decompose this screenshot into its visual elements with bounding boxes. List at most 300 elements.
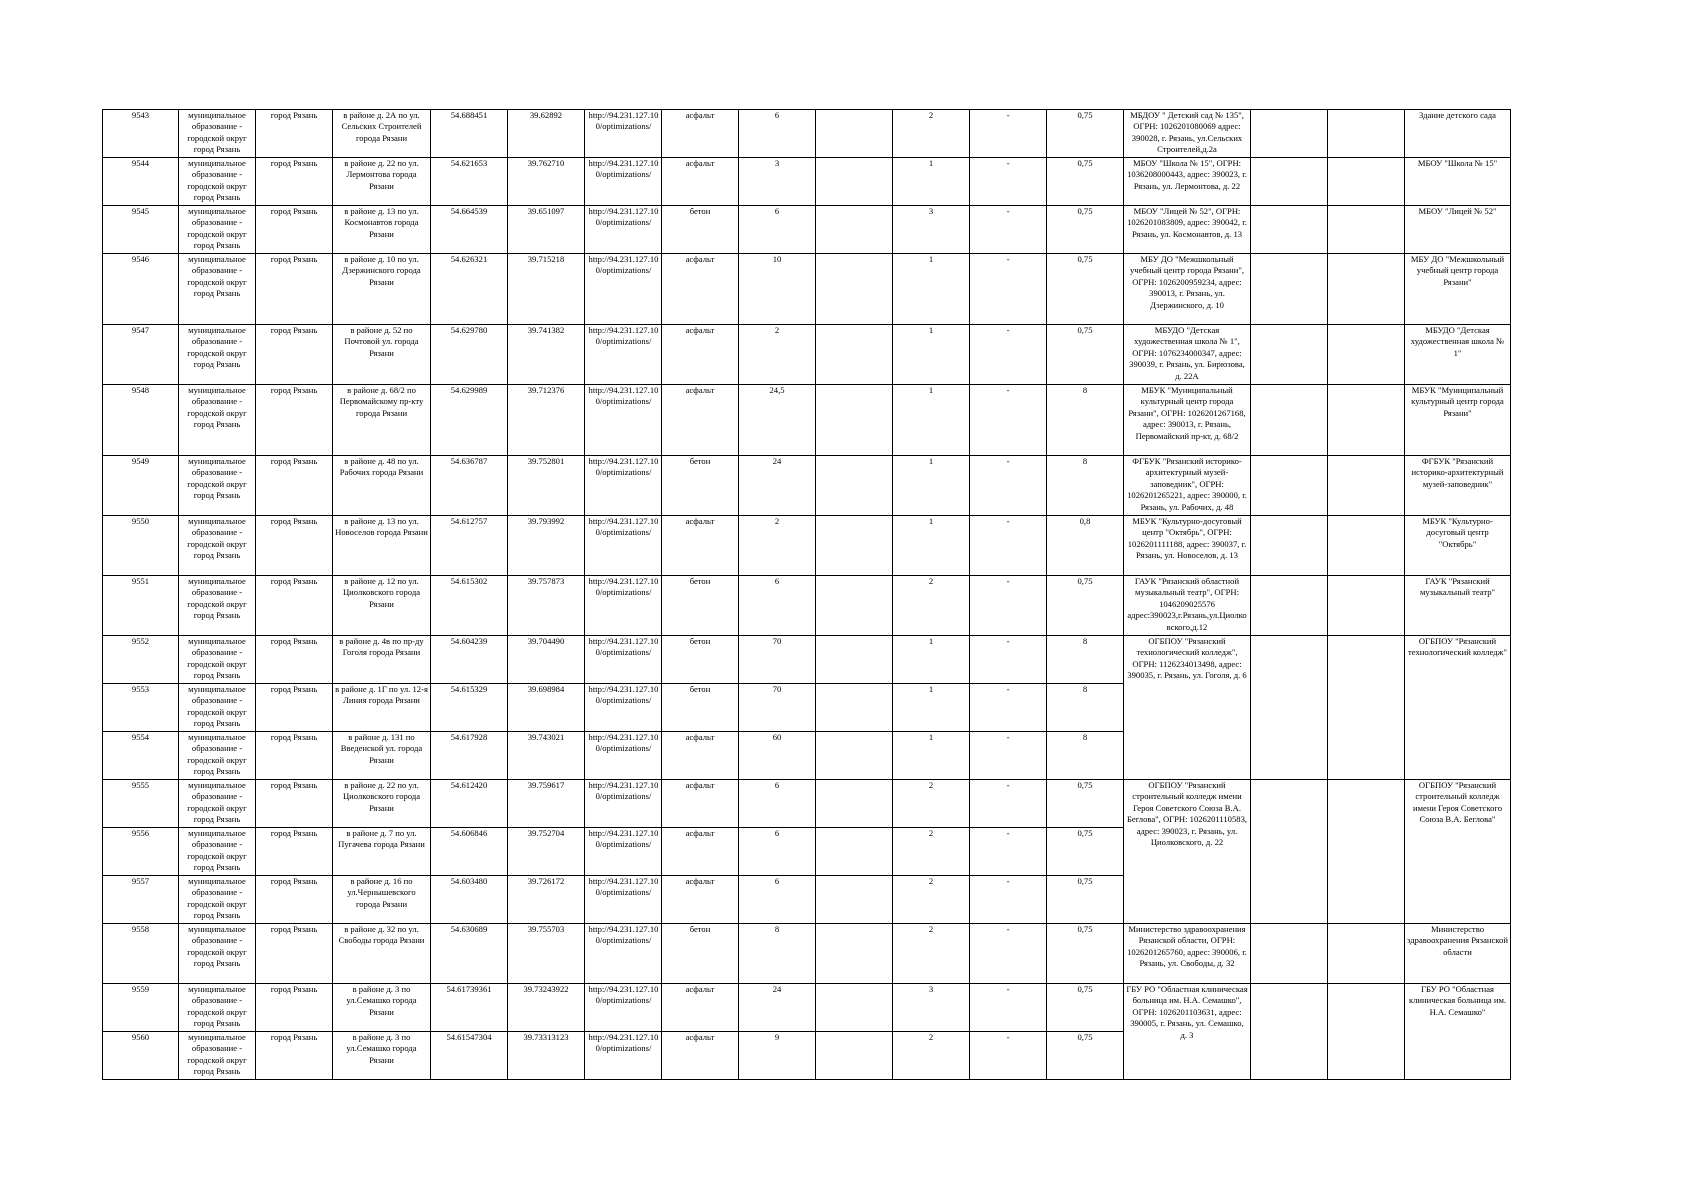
- cell-location: в районе д. 1Г по ул. 12-я Линия города Рязани: [333, 684, 431, 732]
- cell-owner: МБОУ "Школа № 15", ОГРН: 1036208000443, адрес: 390023, г. Рязань, ул. Лермонтова, д. 22: [1124, 158, 1251, 206]
- cell-id: 9555: [103, 780, 179, 828]
- cell-volume: 0,75: [1047, 576, 1124, 636]
- cell-municipality: муниципальное образование - городской округ город Рязань: [179, 780, 256, 828]
- cell-id: 9545: [103, 206, 179, 254]
- cell-owner: Министерство здравоохранения Рязанской области, ОГРН: 1026201265760, адрес: 390006, г. Рязань, ул. Свободы, д. 32: [1124, 924, 1251, 984]
- cell-municipality: муниципальное образование - городской округ город Рязань: [179, 984, 256, 1032]
- table-row: [103, 206, 1511, 254]
- cell-latitude: 54.604239: [431, 636, 508, 684]
- cell-dash: -: [970, 110, 1047, 158]
- cell-dash: -: [970, 516, 1047, 576]
- cell-surface: асфальт: [662, 984, 739, 1032]
- cell-id: 9548: [103, 385, 179, 456]
- cell-area: 60: [739, 732, 816, 780]
- cell-empty: [1328, 325, 1405, 385]
- cell-url: http://94.231.127.10 0/optimizations/: [585, 984, 662, 1032]
- cell-id: 9557: [103, 876, 179, 924]
- cell-empty: [816, 780, 893, 828]
- cell-containers: 3: [893, 206, 970, 254]
- cell-url: http://94.231.127.10 0/optimizations/: [585, 636, 662, 684]
- table-row: [103, 385, 1511, 456]
- cell-empty: [1328, 516, 1405, 576]
- cell-empty: [1251, 110, 1328, 158]
- cell-longitude: 39.62892: [508, 110, 585, 158]
- cell-area: 70: [739, 684, 816, 732]
- cell-containers: 2: [893, 576, 970, 636]
- cell-id: 9554: [103, 732, 179, 780]
- cell-source: МБУДО "Детская художественная школа № 1": [1405, 325, 1511, 385]
- cell-source: Здание детского сада: [1405, 110, 1511, 158]
- cell-url: http://94.231.127.10 0/optimizations/: [585, 110, 662, 158]
- cell-empty: [816, 732, 893, 780]
- cell-city: город Рязань: [256, 1032, 333, 1080]
- cell-location: в районе д. 16 по ул.Чернышевского города Рязани: [333, 876, 431, 924]
- cell-empty: [816, 110, 893, 158]
- cell-containers: 2: [893, 1032, 970, 1080]
- cell-empty: [816, 1032, 893, 1080]
- cell-latitude: 54.612420: [431, 780, 508, 828]
- cell-municipality: муниципальное образование - городской округ город Рязань: [179, 158, 256, 206]
- cell-municipality: муниципальное образование - городской округ город Рязань: [179, 576, 256, 636]
- table-row: [103, 158, 1511, 206]
- cell-municipality: муниципальное образование - городской округ город Рязань: [179, 516, 256, 576]
- cell-longitude: 39.726172: [508, 876, 585, 924]
- cell-containers: 1: [893, 684, 970, 732]
- cell-latitude: 54.621653: [431, 158, 508, 206]
- cell-empty: [1328, 206, 1405, 254]
- cell-latitude: 54.612757: [431, 516, 508, 576]
- cell-longitude: 39.741382: [508, 325, 585, 385]
- cell-location: в районе д. 10 по ул. Дзержинского города Рязани: [333, 254, 431, 325]
- cell-source: ГАУК "Рязанский музыкальный театр": [1405, 576, 1511, 636]
- cell-longitude: 39.759617: [508, 780, 585, 828]
- cell-empty: [816, 828, 893, 876]
- cell-longitude: 39.743021: [508, 732, 585, 780]
- cell-latitude: 54.688451: [431, 110, 508, 158]
- cell-location: в районе д. 7 по ул. Пугачева города Рязани: [333, 828, 431, 876]
- cell-location: в районе д. 3 по ул.Семашко города Рязани: [333, 984, 431, 1032]
- cell-longitude: 39.73243922: [508, 984, 585, 1032]
- cell-id: 9544: [103, 158, 179, 206]
- cell-owner: МБУК "Культурно-досуговый центр "Октябрь", ОГРН: 1026201111188, адрес: 390037, г. Рязань, ул. Новоселов, д. 13: [1124, 516, 1251, 576]
- cell-volume: 0,75: [1047, 984, 1124, 1032]
- cell-dash: -: [970, 684, 1047, 732]
- cell-surface: асфальт: [662, 780, 739, 828]
- cell-url: http://94.231.127.10 0/optimizations/: [585, 325, 662, 385]
- cell-owner: МБДОУ " Детский сад № 135", ОГРН: 1026201080069 адрес: 390028, г. Рязань, ул.Сельских Строителей,д.2а: [1124, 110, 1251, 158]
- cell-municipality: муниципальное образование - городской округ город Рязань: [179, 732, 256, 780]
- table-row: [103, 254, 1511, 325]
- cell-surface: асфальт: [662, 254, 739, 325]
- cell-location: в районе д. 131 по Введенской ул. города Рязани: [333, 732, 431, 780]
- cell-empty: [816, 456, 893, 516]
- cell-url: http://94.231.127.10 0/optimizations/: [585, 732, 662, 780]
- cell-id: 9558: [103, 924, 179, 984]
- cell-location: в районе д. 12 по ул. Циолковского города Рязани: [333, 576, 431, 636]
- cell-url: http://94.231.127.10 0/optimizations/: [585, 1032, 662, 1080]
- cell-dash: -: [970, 456, 1047, 516]
- cell-longitude: 39.755703: [508, 924, 585, 984]
- cell-area: 2: [739, 325, 816, 385]
- cell-city: город Рязань: [256, 325, 333, 385]
- cell-empty: [1328, 780, 1405, 924]
- cell-empty: [1328, 576, 1405, 636]
- cell-url: http://94.231.127.10 0/optimizations/: [585, 516, 662, 576]
- cell-empty: [1328, 924, 1405, 984]
- cell-location: в районе д. 13 по ул. Новоселов города Рязани: [333, 516, 431, 576]
- cell-area: 6: [739, 576, 816, 636]
- cell-latitude: 54.61547304: [431, 1032, 508, 1080]
- cell-source: МБУК "Муниципальный культурный центр города Рязани": [1405, 385, 1511, 456]
- cell-area: 6: [739, 206, 816, 254]
- cell-empty: [816, 984, 893, 1032]
- cell-volume: 0,75: [1047, 206, 1124, 254]
- cell-latitude: 54.617928: [431, 732, 508, 780]
- cell-longitude: 39.704490: [508, 636, 585, 684]
- cell-latitude: 54.630689: [431, 924, 508, 984]
- cell-city: город Рязань: [256, 984, 333, 1032]
- cell-area: 6: [739, 110, 816, 158]
- cell-city: город Рязань: [256, 924, 333, 984]
- cell-area: 24,5: [739, 385, 816, 456]
- cell-containers: 1: [893, 456, 970, 516]
- table-row: [103, 456, 1511, 516]
- cell-dash: -: [970, 1032, 1047, 1080]
- cell-empty: [816, 636, 893, 684]
- cell-source: ФГБУК "Рязанский историко-архитектурный музей-заповедник": [1405, 456, 1511, 516]
- cell-longitude: 39.762710: [508, 158, 585, 206]
- cell-longitude: 39.73313123: [508, 1032, 585, 1080]
- cell-location: в районе д. 52 по Почтовой ул. города Рязани: [333, 325, 431, 385]
- cell-surface: асфальт: [662, 732, 739, 780]
- cell-url: http://94.231.127.10 0/optimizations/: [585, 576, 662, 636]
- cell-surface: бетон: [662, 684, 739, 732]
- cell-municipality: муниципальное образование - городской округ город Рязань: [179, 876, 256, 924]
- cell-area: 6: [739, 876, 816, 924]
- cell-municipality: муниципальное образование - городской округ город Рязань: [179, 456, 256, 516]
- cell-empty: [816, 158, 893, 206]
- cell-volume: 8: [1047, 456, 1124, 516]
- cell-surface: бетон: [662, 924, 739, 984]
- cell-area: 70: [739, 636, 816, 684]
- cell-volume: 8: [1047, 385, 1124, 456]
- cell-surface: бетон: [662, 456, 739, 516]
- cell-dash: -: [970, 385, 1047, 456]
- cell-latitude: 54.606846: [431, 828, 508, 876]
- cell-empty: [1251, 576, 1328, 636]
- cell-empty: [1251, 984, 1328, 1080]
- cell-location: в районе д. 2А по ул. Сельских Строителей города Рязани: [333, 110, 431, 158]
- cell-url: http://94.231.127.10 0/optimizations/: [585, 385, 662, 456]
- cell-source: ОГБПОУ "Рязанский технологический колледж": [1405, 636, 1511, 780]
- table-row: [103, 576, 1511, 636]
- cell-city: город Рязань: [256, 206, 333, 254]
- cell-id: 9547: [103, 325, 179, 385]
- cell-owner: МБОУ "Лицей № 52", ОГРН: 1026201083809, адрес: 390042, г. Рязань, ул. Космонавтов, д. 13: [1124, 206, 1251, 254]
- cell-id: 9560: [103, 1032, 179, 1080]
- cell-area: 6: [739, 828, 816, 876]
- cell-municipality: муниципальное образование - городской округ город Рязань: [179, 828, 256, 876]
- cell-empty: [1251, 456, 1328, 516]
- cell-empty: [816, 876, 893, 924]
- cell-source: МБУ ДО "Межшкольный учебный центр города Рязани": [1405, 254, 1511, 325]
- cell-empty: [816, 516, 893, 576]
- cell-empty: [1251, 385, 1328, 456]
- cell-location: в районе д. 22 по ул. Лермонтова города Рязани: [333, 158, 431, 206]
- table-row: [103, 325, 1511, 385]
- cell-surface: асфальт: [662, 158, 739, 206]
- cell-city: город Рязань: [256, 516, 333, 576]
- cell-municipality: муниципальное образование - городской округ город Рязань: [179, 325, 256, 385]
- cell-area: 24: [739, 984, 816, 1032]
- cell-containers: 1: [893, 158, 970, 206]
- cell-location: в районе д. 48 по ул. Рабочих города Рязани: [333, 456, 431, 516]
- cell-surface: асфальт: [662, 1032, 739, 1080]
- cell-containers: 1: [893, 325, 970, 385]
- cell-surface: бетон: [662, 636, 739, 684]
- cell-source: МБУК "Культурно-досуговый центр "Октябрь": [1405, 516, 1511, 576]
- cell-containers: 2: [893, 876, 970, 924]
- cell-latitude: 54.615329: [431, 684, 508, 732]
- cell-area: 10: [739, 254, 816, 325]
- cell-dash: -: [970, 924, 1047, 984]
- cell-source: МБОУ "Лицей № 52": [1405, 206, 1511, 254]
- cell-location: в районе д. 32 по ул. Свободы города Рязани: [333, 924, 431, 984]
- cell-source: ГБУ РО "Областная клиническая больница им. Н.А. Семашко": [1405, 984, 1511, 1080]
- cell-url: http://94.231.127.10 0/optimizations/: [585, 828, 662, 876]
- cell-dash: -: [970, 576, 1047, 636]
- cell-city: город Рязань: [256, 254, 333, 325]
- cell-longitude: 39.757873: [508, 576, 585, 636]
- cell-latitude: 54.615302: [431, 576, 508, 636]
- cell-url: http://94.231.127.10 0/optimizations/: [585, 684, 662, 732]
- cell-id: 9549: [103, 456, 179, 516]
- cell-longitude: 39.698984: [508, 684, 585, 732]
- cell-containers: 1: [893, 516, 970, 576]
- cell-latitude: 54.629989: [431, 385, 508, 456]
- cell-municipality: муниципальное образование - городской округ город Рязань: [179, 254, 256, 325]
- cell-municipality: муниципальное образование - городской округ город Рязань: [179, 206, 256, 254]
- cell-empty: [1328, 385, 1405, 456]
- cell-city: город Рязань: [256, 732, 333, 780]
- cell-volume: 8: [1047, 732, 1124, 780]
- cell-empty: [1328, 158, 1405, 206]
- cell-latitude: 54.636787: [431, 456, 508, 516]
- cell-dash: -: [970, 732, 1047, 780]
- cell-surface: асфальт: [662, 876, 739, 924]
- table-row: [103, 110, 1511, 158]
- cell-area: 6: [739, 780, 816, 828]
- cell-volume: 0,75: [1047, 876, 1124, 924]
- cell-empty: [1328, 254, 1405, 325]
- cell-owner: ГБУ РО "Областная клиническая больница им. Н.А. Семашко", ОГРН: 1026201103631, адрес: 390005, г. Рязань, ул. Семашко, д. 3: [1124, 984, 1251, 1080]
- registry-body: [103, 110, 1511, 1080]
- cell-empty: [1328, 456, 1405, 516]
- cell-volume: 0,75: [1047, 325, 1124, 385]
- cell-containers: 2: [893, 828, 970, 876]
- cell-id: 9552: [103, 636, 179, 684]
- cell-city: город Рязань: [256, 876, 333, 924]
- cell-empty: [1251, 516, 1328, 576]
- cell-empty: [1328, 110, 1405, 158]
- cell-containers: 1: [893, 385, 970, 456]
- cell-city: город Рязань: [256, 636, 333, 684]
- cell-empty: [816, 576, 893, 636]
- table-row: [103, 780, 1511, 828]
- cell-dash: -: [970, 206, 1047, 254]
- cell-source: Министерство здравоохранения Рязанской области: [1405, 924, 1511, 984]
- cell-empty: [816, 924, 893, 984]
- cell-empty: [816, 684, 893, 732]
- cell-empty: [816, 206, 893, 254]
- cell-longitude: 39.715218: [508, 254, 585, 325]
- cell-id: 9550: [103, 516, 179, 576]
- cell-dash: -: [970, 828, 1047, 876]
- cell-id: 9556: [103, 828, 179, 876]
- table-row: [103, 984, 1511, 1032]
- cell-dash: -: [970, 636, 1047, 684]
- cell-containers: 3: [893, 984, 970, 1032]
- registry-table: [102, 109, 1511, 1080]
- cell-volume: 8: [1047, 684, 1124, 732]
- cell-location: в районе д. 3 по ул.Семашко города Рязани: [333, 1032, 431, 1080]
- cell-source: ОГБПОУ "Рязанский строительный колледж имени Героя Советского Союза В.А. Беглова": [1405, 780, 1511, 924]
- cell-id: 9546: [103, 254, 179, 325]
- cell-containers: 2: [893, 110, 970, 158]
- cell-owner: ФГБУК "Рязанский историко-архитектурный музей-заповедник", ОГРН: 1026201265221, адрес: 390000, г. Рязань, ул. Рабочих, д. 48: [1124, 456, 1251, 516]
- cell-volume: 0,75: [1047, 254, 1124, 325]
- cell-surface: асфальт: [662, 516, 739, 576]
- cell-url: http://94.231.127.10 0/optimizations/: [585, 924, 662, 984]
- cell-location: в районе д. 4в по пр-ду Гоголя города Рязани: [333, 636, 431, 684]
- cell-location: в районе д. 68/2 по Первомайскому пр-кту города Рязани: [333, 385, 431, 456]
- cell-city: город Рязань: [256, 828, 333, 876]
- cell-latitude: 54.626321: [431, 254, 508, 325]
- cell-id: 9559: [103, 984, 179, 1032]
- cell-url: http://94.231.127.10 0/optimizations/: [585, 876, 662, 924]
- cell-latitude: 54.61739361: [431, 984, 508, 1032]
- cell-municipality: муниципальное образование - городской округ город Рязань: [179, 684, 256, 732]
- cell-id: 9543: [103, 110, 179, 158]
- cell-volume: 8: [1047, 636, 1124, 684]
- cell-surface: бетон: [662, 206, 739, 254]
- cell-empty: [1251, 206, 1328, 254]
- cell-surface: асфальт: [662, 828, 739, 876]
- cell-empty: [1251, 254, 1328, 325]
- cell-owner: МБУК "Муниципальный культурный центр города Рязани", ОГРН: 1026201267168, адрес: 390013, г. Рязань, Первомайский пр-кт, д. 68/2: [1124, 385, 1251, 456]
- cell-dash: -: [970, 876, 1047, 924]
- cell-dash: -: [970, 780, 1047, 828]
- cell-volume: 0,75: [1047, 828, 1124, 876]
- cell-surface: асфальт: [662, 110, 739, 158]
- cell-empty: [1328, 636, 1405, 780]
- cell-containers: 1: [893, 732, 970, 780]
- cell-empty: [1251, 325, 1328, 385]
- cell-area: 2: [739, 516, 816, 576]
- cell-source: МБОУ "Школа № 15": [1405, 158, 1511, 206]
- cell-id: 9553: [103, 684, 179, 732]
- cell-empty: [1328, 984, 1405, 1080]
- cell-volume: 0,75: [1047, 110, 1124, 158]
- cell-empty: [1251, 924, 1328, 984]
- cell-city: город Рязань: [256, 780, 333, 828]
- cell-containers: 1: [893, 636, 970, 684]
- cell-empty: [816, 325, 893, 385]
- cell-id: 9551: [103, 576, 179, 636]
- cell-surface: асфальт: [662, 385, 739, 456]
- cell-dash: -: [970, 325, 1047, 385]
- cell-empty: [816, 385, 893, 456]
- cell-city: город Рязань: [256, 385, 333, 456]
- cell-area: 8: [739, 924, 816, 984]
- cell-municipality: муниципальное образование - городской округ город Рязань: [179, 636, 256, 684]
- cell-volume: 0,75: [1047, 924, 1124, 984]
- cell-owner: МБУДО "Детская художественная школа № 1", ОГРН: 1076234000347, адрес: 390039, г. Рязань, ул. Бирюзова, д. 22А: [1124, 325, 1251, 385]
- cell-longitude: 39.752704: [508, 828, 585, 876]
- cell-location: в районе д. 13 по ул. Космонавтов города Рязани: [333, 206, 431, 254]
- cell-empty: [816, 254, 893, 325]
- cell-url: http://94.231.127.10 0/optimizations/: [585, 780, 662, 828]
- cell-url: http://94.231.127.10 0/optimizations/: [585, 254, 662, 325]
- cell-containers: 1: [893, 254, 970, 325]
- cell-owner: МБУ ДО "Межшкольный учебный центр города Рязани", ОГРН: 1026200959234, адрес: 390013, г. Рязань, ул. Дзержинского, д. 10: [1124, 254, 1251, 325]
- cell-containers: 2: [893, 780, 970, 828]
- cell-dash: -: [970, 984, 1047, 1032]
- cell-municipality: муниципальное образование - городской округ город Рязань: [179, 110, 256, 158]
- cell-longitude: 39.752801: [508, 456, 585, 516]
- cell-dash: -: [970, 158, 1047, 206]
- cell-empty: [1251, 780, 1328, 924]
- cell-url: http://94.231.127.10 0/optimizations/: [585, 206, 662, 254]
- cell-surface: бетон: [662, 576, 739, 636]
- cell-location: в районе д. 22 по ул. Циолковского города Рязани: [333, 780, 431, 828]
- cell-containers: 2: [893, 924, 970, 984]
- cell-url: http://94.231.127.10 0/optimizations/: [585, 456, 662, 516]
- cell-owner: ГАУК "Рязанский областной музыкальный театр", ОГРН: 1046209025576 адрес:390023,г.Рязань,ул.Циолковского,д.12: [1124, 576, 1251, 636]
- cell-empty: [1251, 158, 1328, 206]
- cell-municipality: муниципальное образование - городской округ город Рязань: [179, 385, 256, 456]
- cell-longitude: 39.651097: [508, 206, 585, 254]
- cell-city: город Рязань: [256, 110, 333, 158]
- cell-latitude: 54.603480: [431, 876, 508, 924]
- cell-volume: 0,8: [1047, 516, 1124, 576]
- cell-volume: 0,75: [1047, 780, 1124, 828]
- table-row: [103, 636, 1511, 684]
- cell-dash: -: [970, 254, 1047, 325]
- cell-owner: ОГБПОУ "Рязанский технологический колледж", ОГРН: 1126234013498, адрес: 390035, г. Рязань, ул. Гоголя, д. 6: [1124, 636, 1251, 780]
- cell-url: http://94.231.127.10 0/optimizations/: [585, 158, 662, 206]
- cell-empty: [1251, 636, 1328, 780]
- table-row: [103, 924, 1511, 984]
- table-row: [103, 516, 1511, 576]
- cell-area: 3: [739, 158, 816, 206]
- cell-owner: ОГБПОУ "Рязанский строительный колледж имени Героя Советского Союза В.А. Беглова", ОГРН: 1026201110583, адрес: 390023, г. Рязань, ул. Циолковского, д. 22: [1124, 780, 1251, 924]
- cell-city: город Рязань: [256, 684, 333, 732]
- cell-latitude: 54.629780: [431, 325, 508, 385]
- cell-city: город Рязань: [256, 576, 333, 636]
- cell-city: город Рязань: [256, 456, 333, 516]
- cell-area: 9: [739, 1032, 816, 1080]
- cell-longitude: 39.712376: [508, 385, 585, 456]
- cell-surface: асфальт: [662, 325, 739, 385]
- cell-municipality: муниципальное образование - городской округ город Рязань: [179, 924, 256, 984]
- cell-municipality: муниципальное образование - городской округ город Рязань: [179, 1032, 256, 1080]
- cell-latitude: 54.664539: [431, 206, 508, 254]
- cell-area: 24: [739, 456, 816, 516]
- cell-volume: 0,75: [1047, 158, 1124, 206]
- cell-longitude: 39.793992: [508, 516, 585, 576]
- cell-volume: 0,75: [1047, 1032, 1124, 1080]
